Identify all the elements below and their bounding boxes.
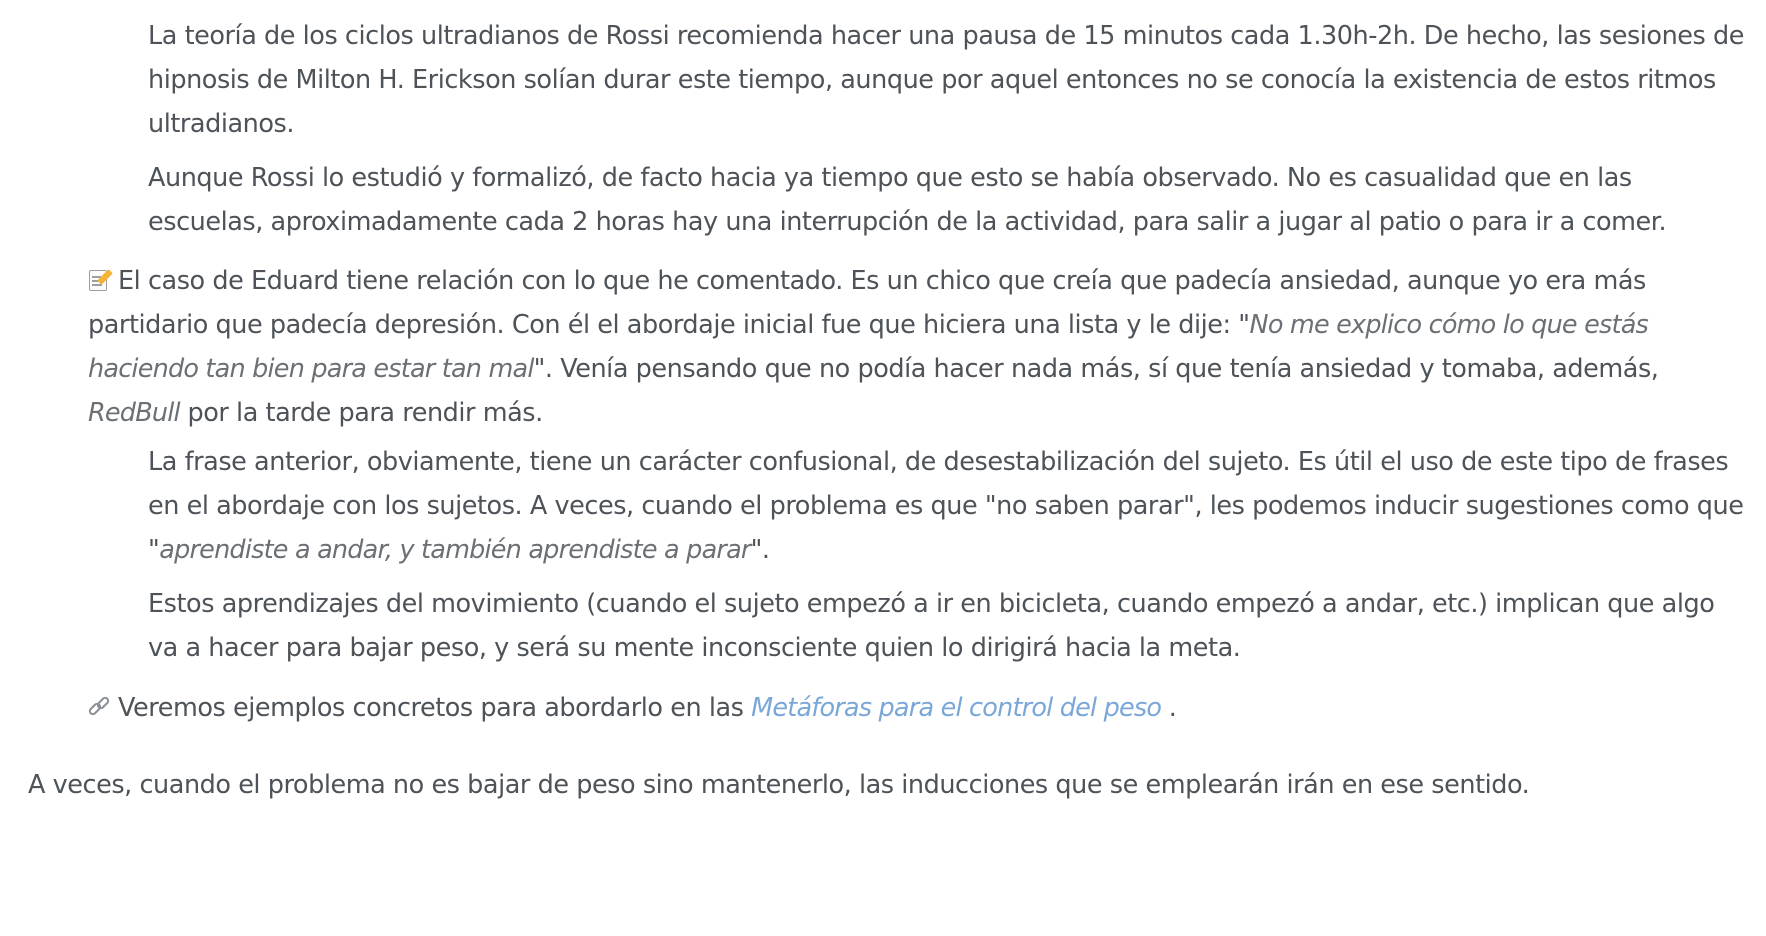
paragraph-confusional-phrase bbox=[148, 440, 1748, 572]
redbull-term: RedBull bbox=[88, 398, 180, 428]
confusional-quote: aprendiste a andar, y también aprendiste a parar bbox=[159, 535, 751, 565]
paragraph-movement-learning: Estos aprendizajes del movimiento (cuando el sujeto empezó a ir en bicicleta, cuando empezó a andar, etc.) implican que algo va a hacer para bajar peso, y será su mente inconsciente quien lo dirigirá hacia la meta. bbox=[148, 589, 1715, 663]
paragraph-metaphors-link bbox=[88, 686, 1748, 730]
confusional-text-a: La frase anterior, obviamente, tiene un carácter confusional, de desestabilización del sujeto. Es útil el uso de este tipo de frases en el abordaje con los sujetos. A veces, cuando el problema es que "no saben parar", les podemos inducir sugestiones como que " bbox=[148, 447, 1744, 565]
metaphors-text-a: Veremos ejemplos concretos para abordarlo en las bbox=[118, 693, 752, 723]
memo-icon bbox=[88, 268, 112, 292]
confusional-text-b: ". bbox=[750, 535, 770, 565]
paragraph-rossi-schools: Aunque Rossi lo estudió y formalizó, de facto hacia ya tiempo que esto se había observado. No es casualidad que en las escuelas, aproximadamente cada 2 horas hay una interrupción de la actividad, para salir a jugar al patio o para ir a comer. bbox=[148, 163, 1667, 237]
eduard-text-b: ". Venía pensando que no podía hacer nada más, sí que tenía ansiedad y tomaba, además, bbox=[533, 354, 1659, 384]
link-icon bbox=[88, 695, 112, 719]
paragraph-eduard-case bbox=[88, 259, 1748, 435]
metaphors-text-b: . bbox=[1161, 693, 1177, 723]
paragraph-ultradian-cycles: La teoría de los ciclos ultradianos de Rossi recomienda hacer una pausa de 15 minutos cada 1.30h-2h. De hecho, las sesiones de hipnosis de Milton H. Erickson solían durar este tiempo, aunque por aquel entonces no se conocía la existencia de estos ritmos ultradianos. bbox=[148, 21, 1744, 139]
eduard-quote: No me explico cómo lo que estás haciendo tan bien para estar tan mal bbox=[88, 310, 1649, 384]
paragraph-maintain-weight: A veces, cuando el problema no es bajar de peso sino mantenerlo, las inducciones que se emplearán irán en ese sentido. bbox=[28, 770, 1530, 800]
metaphors-link[interactable]: Metáforas para el control del peso bbox=[751, 693, 1162, 723]
eduard-text-a: El caso de Eduard tiene relación con lo que he comentado. Es un chico que creía que padecía ansiedad, aunque yo era más partidario que padecía depresión. Con él el abordaje inicial fue que hiciera una lista y le dije: " bbox=[88, 266, 1646, 340]
eduard-text-c: por la tarde para rendir más. bbox=[179, 398, 543, 428]
